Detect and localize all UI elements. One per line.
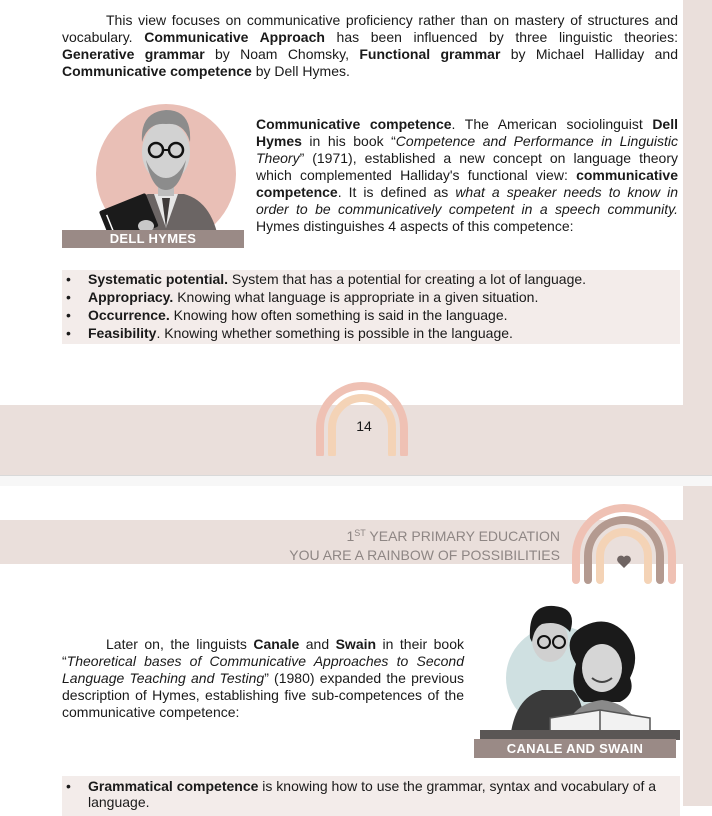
hymes-definition: what a speaker needs to know in order to be communicatively competent in a speech community. [256,184,678,217]
intro-text: by Noam Chomsky, [204,46,360,62]
dell-hymes-caption: DELL HYMES [62,230,244,248]
rainbow-icon [312,378,412,456]
aspect-text: . Knowing whether something is possible in the language. [156,325,513,341]
header-slogan: YOU ARE A RAINBOW OF POSSIBILITIES [289,547,560,563]
hymes-text: . It is defined as [337,184,456,200]
competences-list-box [62,776,680,816]
page-number: 14 [356,418,372,434]
aspect-term: Occurrence. [88,307,170,323]
aspect-text: Knowing what language is appropriate in a given situation. [173,289,539,305]
list-item [88,288,680,306]
canale-bold-name: Canale [253,636,300,652]
page-side-strip [683,486,712,806]
aspect-term: Appropriacy. [88,289,174,305]
canale-swain-illustration [480,598,680,740]
aspects-list [62,270,680,342]
canale-paragraph [62,636,464,721]
hymes-text: ” (1971), established a new concept on language theory which complemented Halliday's functional view: [256,150,678,183]
header-ordinal: ST [354,528,366,538]
canale-text: and [299,636,336,652]
intro-bold-communicative-competence: Communicative competence [62,63,252,79]
intro-bold-generative-grammar: Generative grammar [62,46,205,62]
intro-paragraph [62,12,678,80]
rainbow-heart-icon [570,502,678,584]
hymes-bold-term: Communicative competence [256,116,452,132]
canale-text: Later on, the linguists [106,636,254,652]
canale-swain-caption: CANALE AND SWAIN [474,739,676,758]
competence-term: Grammatical competence [88,778,259,794]
canale-text: ” (1980) expanded the previous description of Hymes, establishing five sub-competences of the communicative competence: [62,670,464,720]
canale-text: in their book “ [62,636,464,669]
aspects-list-box [62,270,680,344]
list-item [88,270,680,288]
hymes-book-title: Competence and Performance in Linguistic Theory [256,133,678,166]
list-item [88,324,680,342]
heart-icon [617,556,631,568]
aspect-text: Knowing how often something is said in the language. [169,307,508,323]
hymes-text: . The American sociolinguist [451,116,653,132]
hymes-text: Hymes distinguishes 4 aspects of this competence: [256,218,574,234]
hymes-bold-concept: communicative competence [256,167,678,200]
competence-text: is knowing how to use the grammar, syntax and vocabulary of a language. [88,778,657,810]
aspect-term: Feasibility [88,325,157,341]
header-course-text: YEAR PRIMARY EDUCATION [365,528,560,544]
header-course-title [250,527,560,545]
swain-bold-name: Swain [335,636,377,652]
intro-text: has been influenced by three linguistic theories: [324,29,678,45]
page-separator [0,475,712,486]
list-item [88,306,680,324]
intro-bold-communicative-approach: Communicative Approach [144,29,325,45]
woman-head [582,644,622,692]
list-item [88,776,680,810]
hymes-bold-name: Dell Hymes [256,116,678,149]
hymes-paragraph [256,116,678,235]
competences-list [62,776,680,810]
aspect-term: Systematic potential. [88,271,229,287]
header-year-number: 1 [346,528,355,544]
intro-text: by Dell Hymes. [251,63,350,79]
hymes-text: in his book “ [301,133,396,149]
intro-text: This view focuses on communicative proficiency rather than on mastery of structures and vocabulary. [62,12,678,45]
dell-hymes-illustration [62,98,244,248]
page-side-strip [683,0,712,405]
intro-text: by Michael Halliday and [500,46,678,62]
canale-book-title: Theoretical bases of Communicative Approaches to Second Language Teaching and Testing [62,653,464,686]
intro-bold-functional-grammar: Functional grammar [359,46,501,62]
aspect-text: System that has a potential for creating a lot of language. [228,271,587,287]
